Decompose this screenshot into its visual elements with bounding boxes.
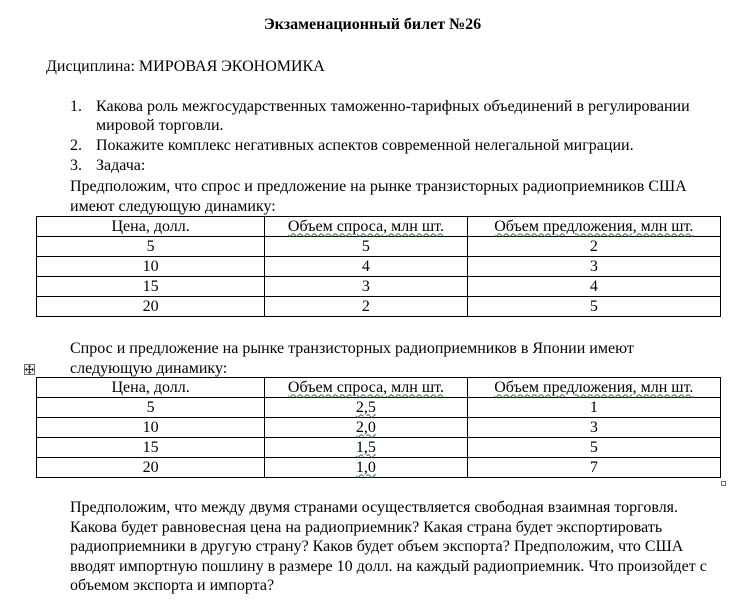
table-cell: 10 xyxy=(37,418,265,438)
table-row xyxy=(37,438,721,458)
table-cell: 15 xyxy=(37,438,265,458)
table-row xyxy=(37,418,721,438)
question-text: Какова роль межгосударственных таможенно-тарифных объединений в регулировании мировой торговли. xyxy=(96,98,690,134)
header-cell-text: Объем предложения, млн шт. xyxy=(494,378,694,396)
table-cell: 3 xyxy=(467,418,720,438)
table-row xyxy=(37,458,721,478)
japan-intro-text: Спрос и предложение на рынке транзисторных радиоприемников в Японии имеют следующую динамику: xyxy=(70,340,634,377)
table-row xyxy=(37,277,721,297)
conclusion-text: Предположим, что между двумя странами осуществляется свободная взаимная торговля. Какова будет равновесная цена на радиоприемник? Какая страна будет экспортировать радиоприемники в другую страну? Каков будет объем экспорта? Предположим, что США вводят импортную пошлину в размере 10 долл. на каждый радиоприемник. Что произойдет с объемом экспорта и импорта? xyxy=(70,499,707,594)
table-cell xyxy=(265,398,467,418)
table-cell: 5 xyxy=(467,438,720,458)
table-cell: 10 xyxy=(37,257,265,277)
table-cell: 5 xyxy=(467,297,720,317)
table-cell: 5 xyxy=(37,398,265,418)
table-cell-text: 1,0 xyxy=(355,458,376,476)
question-number: 3. xyxy=(70,157,82,174)
question-number: 2. xyxy=(70,137,82,154)
ticket-title: Экзаменационный билет №26 xyxy=(263,16,482,33)
table-row xyxy=(37,237,721,257)
header-cell-text: Объем спроса, млн шт. xyxy=(287,378,444,396)
table-row xyxy=(37,297,721,317)
question-text: Покажите комплекс негативных аспектов современной нелегальной миграции. xyxy=(96,137,634,154)
table-cell: 20 xyxy=(37,297,265,317)
header-cell xyxy=(467,217,720,237)
table-cell xyxy=(265,458,467,478)
table-cell: 2 xyxy=(265,297,467,317)
header-cell-text: Объем предложения, млн шт. xyxy=(494,217,694,235)
move-arrows-icon xyxy=(25,365,34,374)
header-cell xyxy=(467,378,720,398)
table-cell-text: 2,5 xyxy=(355,398,376,416)
table-header-row xyxy=(37,378,721,398)
table-cell xyxy=(265,418,467,438)
usa-intro-text: Предположим, что спрос и предложение на рынке транзисторных радиоприемников США имеют следующую динамику: xyxy=(70,178,687,215)
table-cell: 3 xyxy=(265,277,467,297)
table-cell xyxy=(265,438,467,458)
header-cell: Цена, долл. xyxy=(37,378,265,398)
table-resize-handle[interactable] xyxy=(721,481,726,486)
table-cell: 7 xyxy=(467,458,720,478)
header-cell: Цена, долл. xyxy=(37,217,265,237)
header-cell-text: Объем спроса, млн шт. xyxy=(287,217,444,235)
question-item xyxy=(70,97,730,135)
question-text: Задача: xyxy=(96,157,146,174)
table-cell: 1 xyxy=(467,398,720,418)
question-item xyxy=(70,156,730,175)
table-cell: 20 xyxy=(37,458,265,478)
table-row xyxy=(37,398,721,418)
japan-table[interactable] xyxy=(36,377,721,478)
table-cell-text: 2,0 xyxy=(355,418,376,436)
table-cell-text: 1,5 xyxy=(355,438,376,456)
question-list xyxy=(70,97,730,176)
table-cell: 15 xyxy=(37,277,265,297)
discipline-line: Дисциплина: МИРОВАЯ ЭКОНОМИКА xyxy=(46,58,325,75)
table-cell: 4 xyxy=(467,277,720,297)
table-cell: 3 xyxy=(467,257,720,277)
question-item xyxy=(70,136,730,155)
table-cell: 5 xyxy=(37,237,265,257)
table-cell: 4 xyxy=(265,257,467,277)
table-cell: 2 xyxy=(467,237,720,257)
usa-table[interactable] xyxy=(36,216,721,317)
header-cell xyxy=(265,378,467,398)
table-cell: 5 xyxy=(265,237,467,257)
table-header-row xyxy=(37,217,721,237)
header-cell xyxy=(265,217,467,237)
table-row xyxy=(37,257,721,277)
question-number: 1. xyxy=(70,98,82,115)
table-move-handle[interactable] xyxy=(24,364,35,375)
